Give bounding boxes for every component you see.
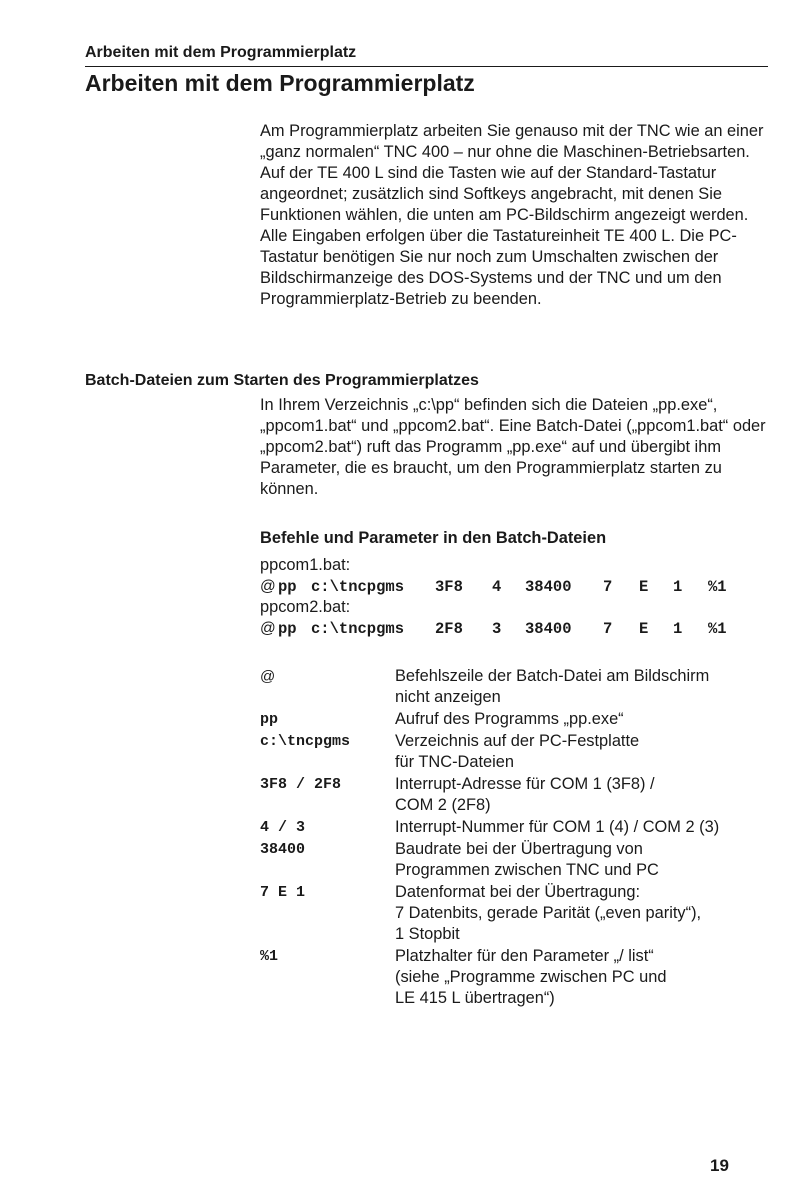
parameter-row — [260, 774, 775, 816]
parameter-key: pp — [260, 711, 279, 728]
chapter-title: Arbeiten mit dem Programmierplatz — [85, 70, 475, 96]
batch-section-text — [260, 395, 775, 500]
parameter-key: 7 E 1 — [260, 884, 306, 901]
cmd-placeholder: %1 — [708, 620, 727, 638]
intro-paragraph-1: Am Programmierplatz arbeiten Sie genauso mit der TNC wie an einer „ganz normalen“ TNC 400 – nur ohne die Maschinen-Betriebsarten. Auf der TE 400 L sind die Tasten wie auf der Standard-Tastatur angeordnet; zusätzlich sind Softkeys angebracht, mit denen Sie Funktionen wählen, die unten am PC-Bildschirm angezeigt werden. — [260, 122, 764, 224]
parameter-row — [260, 666, 775, 708]
batch-filename-1: ppcom1.bat: — [260, 556, 351, 574]
parameter-description — [395, 731, 775, 773]
parameter-key: @ — [260, 668, 276, 685]
batch-command-1 — [260, 576, 727, 597]
batch-filename-2: ppcom2.bat: — [260, 598, 351, 616]
cmd-program: pp — [278, 578, 297, 596]
description-line: Aufruf des Programms „pp.exe“ — [395, 710, 624, 728]
description-line: 1 Stopbit — [395, 925, 460, 943]
parameter-description — [395, 882, 775, 945]
parameter-list — [260, 666, 775, 1010]
parameter-key: 3F8 / 2F8 — [260, 776, 342, 793]
cmd-directory: c:\tncpgms — [311, 620, 405, 638]
parameter-description — [395, 709, 775, 730]
intro-paragraph-2: Alle Eingaben erfolgen über die Tastatureinheit TE 400 L. Die PC-Tastatur benötigen Sie nur noch zum Umschalten zwischen der Bildschirmanzeige des DOS-Systems und der TNC und um den Programmierplatz-Betrieb zu beenden. — [260, 227, 737, 308]
cmd-directory: c:\tncpgms — [311, 578, 405, 596]
batch-paragraph: In Ihrem Verzeichnis „c:\pp“ befinden sich die Dateien „pp.exe“, „ppcom1.bat“ und „ppcom2.bat“. Eine Batch-Datei („ppcom1.bat“ oder „ppcom2.bat“) ruft das Programm „pp.exe“ auf und übergibt ihm Parameter, die es braucht, um den Programmierplatz starten zu können. — [260, 396, 766, 498]
cmd-baud: 38400 — [525, 578, 572, 596]
description-line: Befehlszeile der Batch-Datei am Bildschirm — [395, 667, 710, 685]
parameter-row — [260, 946, 775, 1009]
parameter-key: c:\tncpgms — [260, 733, 351, 750]
cmd-port: 2F8 — [435, 620, 463, 638]
cmd-program: pp — [278, 620, 297, 638]
parameter-key: %1 — [260, 948, 279, 965]
parameter-row — [260, 882, 775, 945]
header-rule — [85, 66, 768, 67]
description-line: Datenformat bei der Übertragung: — [395, 883, 641, 901]
batch-commands — [260, 555, 727, 639]
description-line: nicht anzeigen — [395, 688, 501, 706]
description-line: (siehe „Programme zwischen PC und — [395, 968, 667, 986]
description-line: Baudrate bei der Übertragung von — [395, 840, 643, 858]
cmd-irq: 3 — [492, 620, 502, 638]
parameter-row — [260, 839, 775, 881]
description-line: Programmen zwischen TNC und PC — [395, 861, 659, 879]
parameter-description — [395, 839, 775, 881]
cmd-irq: 4 — [492, 578, 502, 596]
cmd-stopbits: 1 — [673, 620, 683, 638]
parameter-description — [395, 774, 775, 816]
parameter-description — [395, 817, 775, 838]
batch-section-heading: Batch-Dateien zum Starten des Programmierplatzes — [85, 372, 479, 389]
intro-text — [260, 121, 775, 310]
cmd-placeholder: %1 — [708, 578, 727, 596]
cmd-databits: 7 — [603, 620, 613, 638]
parameter-row — [260, 731, 775, 773]
cmd-databits: 7 — [603, 578, 613, 596]
parameter-row — [260, 817, 775, 838]
running-head: Arbeiten mit dem Programmierplatz — [85, 44, 357, 61]
cmd-port: 3F8 — [435, 578, 463, 596]
parameter-description — [395, 946, 775, 1009]
description-line: LE 415 L übertragen“) — [395, 989, 555, 1007]
cmd-stopbits: 1 — [673, 578, 683, 596]
cmd-parity: E — [639, 620, 649, 638]
cmd-baud: 38400 — [525, 620, 572, 638]
description-line: 7 Datenbits, gerade Parität („even parity“), — [395, 904, 702, 922]
parameter-description — [395, 666, 775, 708]
parameter-key: 4 / 3 — [260, 819, 306, 836]
cmd-parity: E — [639, 578, 649, 596]
description-line: Interrupt-Nummer für COM 1 (4) / COM 2 (3) — [395, 818, 720, 836]
page-number: 19 — [710, 1156, 729, 1175]
description-line: für TNC-Dateien — [395, 753, 515, 771]
cmd-at: @ — [260, 578, 276, 595]
commands-heading: Befehle und Parameter in den Batch-Dateien — [260, 529, 607, 547]
parameter-row — [260, 709, 775, 730]
parameter-key: 38400 — [260, 841, 306, 858]
cmd-at: @ — [260, 620, 276, 637]
description-line: Interrupt-Adresse für COM 1 (3F8) / — [395, 775, 655, 793]
description-line: COM 2 (2F8) — [395, 796, 491, 814]
description-line: Verzeichnis auf der PC-Festplatte — [395, 732, 640, 750]
description-line: Platzhalter für den Parameter „/ list“ — [395, 947, 654, 965]
batch-command-2 — [260, 618, 727, 639]
